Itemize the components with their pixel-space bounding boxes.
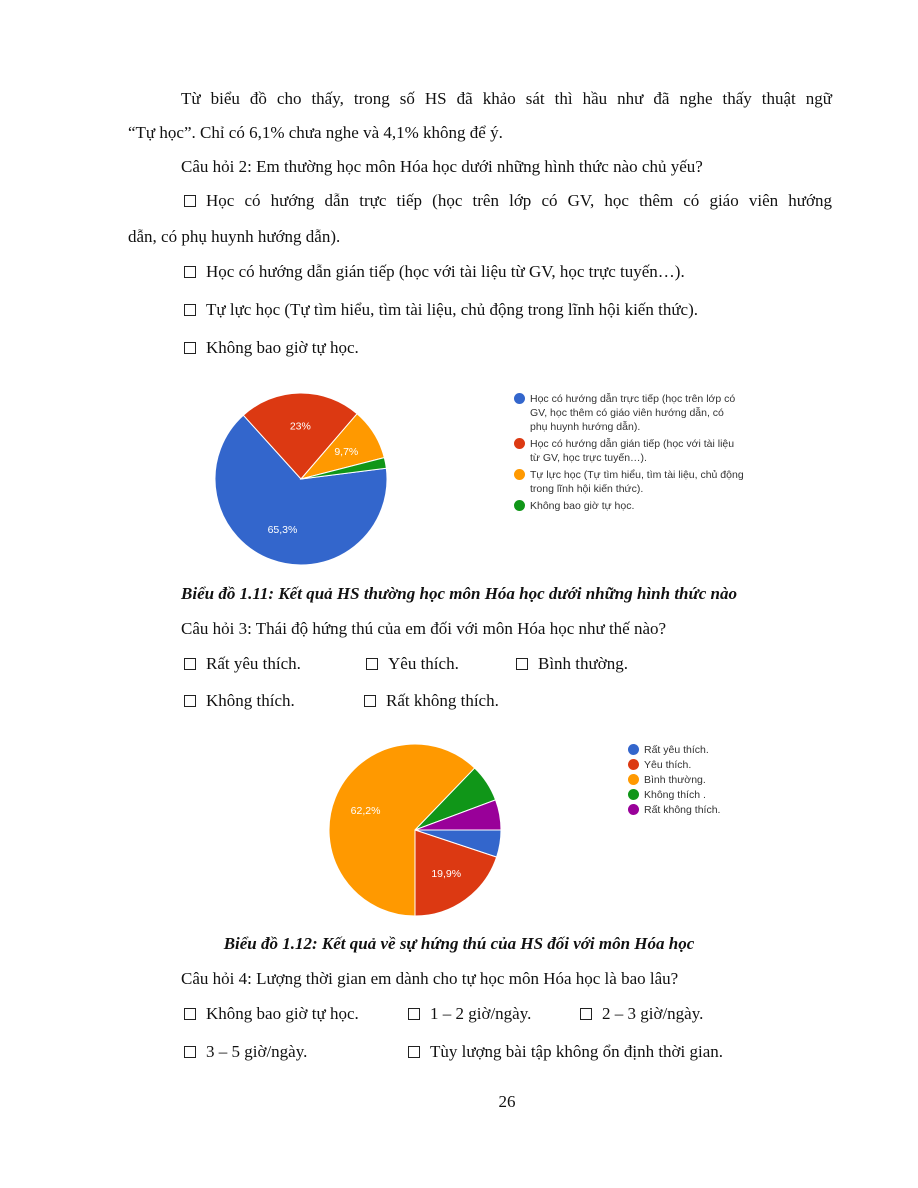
checkbox[interactable] [184,342,196,354]
legend-swatch [628,774,639,785]
legend-label: Yêu thích. [644,759,692,771]
legend-item [628,788,778,802]
checkbox[interactable] [516,658,528,670]
figure-caption: Biểu đồ 1.11: Kết quả HS thường học môn Hóa học dưới những hình thức nào [181,584,737,603]
legend-item [514,499,744,513]
option: Tự lực học (Tự tìm hiểu, tìm tài liệu, chủ động trong lĩnh hội kiến thức). [184,299,698,321]
option: Học có hướng dẫn gián tiếp (học với tài liệu từ GV, học trực tuyến…). [184,261,685,283]
option: 1 – 2 giờ/ngày. [408,1003,531,1025]
legend-swatch [628,744,639,755]
figure-caption: Biểu đồ 1.12: Kết quả về sự hứng thú của HS đối với môn Hóa học [223,934,695,953]
legend-label: Học có hướng dẫn trực tiếp (học trên lớp có GV, học thêm có giáo viên hướng dẫn, có phụ huynh hướng dẫn). [530,393,736,433]
question-4: Câu hỏi 4: Lượng thời gian em dành cho tự học môn Hóa học là bao lâu? [181,969,679,988]
legend-swatch [514,469,525,480]
option: Yêu thích. [366,653,459,675]
checkbox[interactable] [580,1008,592,1020]
legend-item [514,392,744,434]
legend-swatch [628,759,639,770]
question-2: Câu hỏi 2: Em thường học môn Hóa học dưới những hình thức nào chủ yếu? [181,157,703,176]
checkbox[interactable] [184,1046,196,1058]
legend-swatch [628,804,639,815]
legend-item [628,803,778,817]
legend-item [628,743,778,757]
legend-swatch [514,500,525,511]
option: Tùy lượng bài tập không ổn định thời gian. [408,1041,723,1063]
pie-data-label: 65,3% [267,523,298,536]
checkbox[interactable] [364,695,376,707]
option: Bình thường. [516,653,628,675]
question-3: Câu hỏi 3: Thái độ hứng thú của em đối với môn Hóa học như thế nào? [181,619,667,638]
option: Rất yêu thích. [184,653,301,675]
legend-item [514,437,744,465]
legend-label: Tự lực học (Tự tìm hiểu, tìm tài liệu, chủ động trong lĩnh hội kiến thức). [530,469,744,495]
option: 2 – 3 giờ/ngày. [580,1003,703,1025]
option: Không bao giờ tự học. [184,337,359,359]
checkbox[interactable] [184,1008,196,1020]
option: Không bao giờ tự học. [184,1003,359,1025]
pie-chart-1 [200,378,400,578]
checkbox[interactable] [366,658,378,670]
pie-data-label: 19,9% [431,868,462,881]
checkbox[interactable] [408,1046,420,1058]
chart-2-legend [628,743,778,818]
checkbox[interactable] [184,195,196,207]
legend-swatch [514,393,525,404]
option: Rất không thích. [364,690,499,712]
checkbox[interactable] [184,266,196,278]
legend-item [628,773,778,787]
legend-label: Rất yêu thích. [644,744,709,756]
checkbox[interactable] [184,658,196,670]
checkbox[interactable] [184,695,196,707]
option-line: dẫn, có phụ huynh hướng dẫn). [128,227,341,246]
checkbox[interactable] [408,1008,420,1020]
legend-swatch [628,789,639,800]
legend-label: Bình thường. [644,774,706,786]
legend-label: Không bao giờ tự học. [530,500,635,512]
page-number: 26 [498,1092,516,1111]
legend-swatch [514,438,525,449]
legend-label: Không thích . [644,789,706,801]
pie-data-label: 23% [289,420,311,433]
legend-item [514,468,744,496]
pie-data-label: 9,7% [334,445,359,458]
paragraph-line: “Tự học”. Chỉ có 6,1% chưa nghe và 4,1% không để ý. [128,123,503,142]
legend-label: Rất không thích. [644,804,721,816]
pie-data-label: 62,2% [350,805,381,818]
option-line: Học có hướng dẫn trực tiếp (học trên lớp có GV, học thêm có giáo viên hướng [184,190,832,212]
checkbox[interactable] [184,304,196,316]
pie-chart-2 [314,729,516,931]
paragraph-line: Từ biểu đồ cho thấy, trong số HS đã khảo sát thì hầu như đã nghe thấy thuật ngữ [181,89,832,108]
option: Không thích. [184,690,295,712]
option: 3 – 5 giờ/ngày. [184,1041,307,1063]
legend-label: Học có hướng dẫn gián tiếp (học với tài liệu từ GV, học trực tuyến…). [530,438,735,464]
legend-item [628,758,778,772]
chart-1-legend [514,392,744,516]
